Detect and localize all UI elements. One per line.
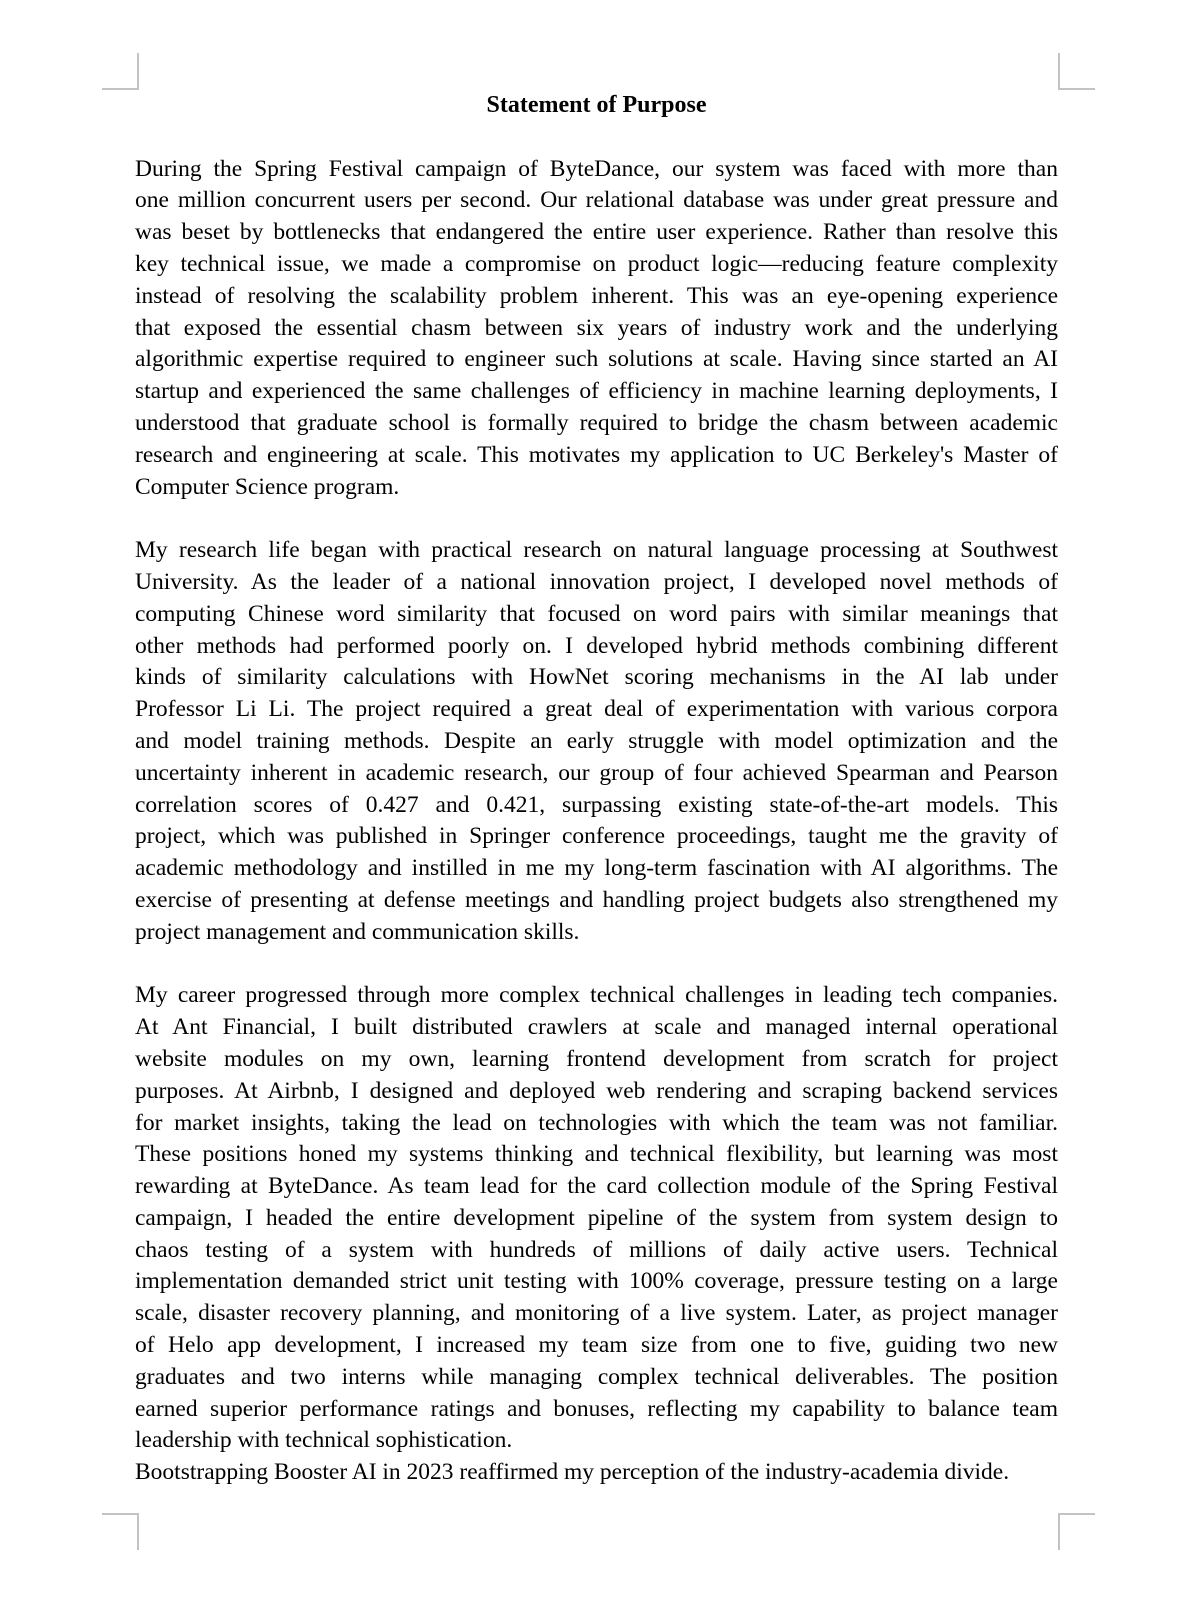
text-line: campaign, I headed the entire development pipeline of the system from system design to (135, 1204, 1058, 1231)
text-line: of Helo app development, I increased my team size from one to five, guiding two new (135, 1332, 1058, 1359)
text-line: for market insights, taking the lead on technologies with which the team was not familiar. (135, 1109, 1058, 1136)
text-line: rewarding at ByteDance. As team lead for the card collection module of the Spring Festival (135, 1173, 1058, 1200)
text-line: My research life began with practical research on natural language processing at Southwest (135, 537, 1058, 564)
text-line: At Ant Financial, I built distributed crawlers at scale and managed internal operational (135, 1014, 1058, 1041)
text-line: research and engineering at scale. This motivates my application to UC Berkeley's Master of (135, 441, 1058, 468)
text-line: correlation scores of 0.427 and 0.421, surpassing existing state-of-the-art models. This (135, 791, 1058, 818)
text-line: University. As the leader of a national innovation project, I developed novel methods of (135, 568, 1058, 595)
document (135, 90, 1058, 1489)
text-line: computing Chinese word similarity that focused on word pairs with similar meanings that (135, 600, 1058, 627)
text-line: scale, disaster recovery planning, and monitoring of a live system. Later, as project manager (135, 1300, 1058, 1327)
text-line: Bootstrapping Booster AI in 2023 reaffirmed my perception of the industry-academia divide. (135, 1459, 1010, 1486)
text-line: My career progressed through more complex technical challenges in leading tech companies. (135, 982, 1058, 1009)
text-line: project, which was published in Springer conference proceedings, taught me the gravity of (135, 823, 1058, 850)
text-line: chaos testing of a system with hundreds of millions of daily active users. Technical (135, 1236, 1058, 1263)
text-boundary-mark-top-right (1058, 53, 1095, 90)
text-boundary-mark-bottom-right (1058, 1513, 1095, 1550)
text-line: leadership with technical sophistication. (135, 1427, 513, 1454)
text-line: website modules on my own, learning frontend development from scratch for project (135, 1045, 1058, 1072)
text-line: uncertainty inherent in academic research, our group of four achieved Spearman and Pearson (135, 759, 1058, 786)
text-line: project management and communication skills. (135, 918, 580, 945)
paragraph (135, 980, 1058, 1457)
text-line: one million concurrent users per second. Our relational database was under great pressure and (135, 187, 1058, 214)
text-line: exercise of presenting at defense meetings and handling project budgets also strengthened my (135, 886, 1058, 913)
text-line: implementation demanded strict unit testing with 100% coverage, pressure testing on a large (135, 1268, 1058, 1295)
text-line: startup and experienced the same challenges of efficiency in machine learning deployments, I (135, 378, 1058, 405)
document-title: Statement of Purpose (486, 92, 707, 118)
text-line: and model training methods. Despite an early struggle with model optimization and the (135, 727, 1058, 754)
text-line: academic methodology and instilled in me my long-term fascination with AI algorithms. The (135, 855, 1058, 882)
text-line: Computer Science program. (135, 473, 400, 500)
text-line: These positions honed my systems thinking and technical flexibility, but learning was most (135, 1141, 1058, 1168)
text-boundary-mark-top-left (102, 53, 139, 90)
text-boundary-mark-bottom-left (102, 1513, 139, 1550)
document-body (135, 154, 1058, 1489)
text-line: that exposed the essential chasm between six years of industry work and the underlying (135, 314, 1058, 341)
text-line: key technical issue, we made a compromise on product logic—reducing feature complexity (135, 250, 1058, 277)
text-line: algorithmic expertise required to engineer such solutions at scale. Having since started an AI (135, 346, 1058, 373)
paragraph (135, 1457, 1058, 1489)
text-line: was beset by bottlenecks that endangered the entire user experience. Rather than resolve this (135, 219, 1058, 246)
text-line: kinds of similarity calculations with HowNet scoring mechanisms in the AI lab under (135, 664, 1058, 691)
text-line: During the Spring Festival campaign of ByteDance, our system was faced with more than (135, 155, 1058, 182)
text-line: other methods had performed poorly on. I developed hybrid methods combining different (135, 632, 1058, 659)
text-line: purposes. At Airbnb, I designed and deployed web rendering and scraping backend services (135, 1077, 1058, 1104)
text-line: earned superior performance ratings and bonuses, reflecting my capability to balance team (135, 1395, 1058, 1422)
text-line: understood that graduate school is formally required to bridge the chasm between academic (135, 409, 1058, 436)
text-line: Professor Li Li. The project required a great deal of experimentation with various corpora (135, 696, 1058, 723)
text-line: graduates and two interns while managing complex technical deliverables. The position (135, 1363, 1058, 1390)
text-line: instead of resolving the scalability problem inherent. This was an eye-opening experience (135, 282, 1058, 309)
paragraph (135, 535, 1058, 948)
paragraph (135, 154, 1058, 504)
